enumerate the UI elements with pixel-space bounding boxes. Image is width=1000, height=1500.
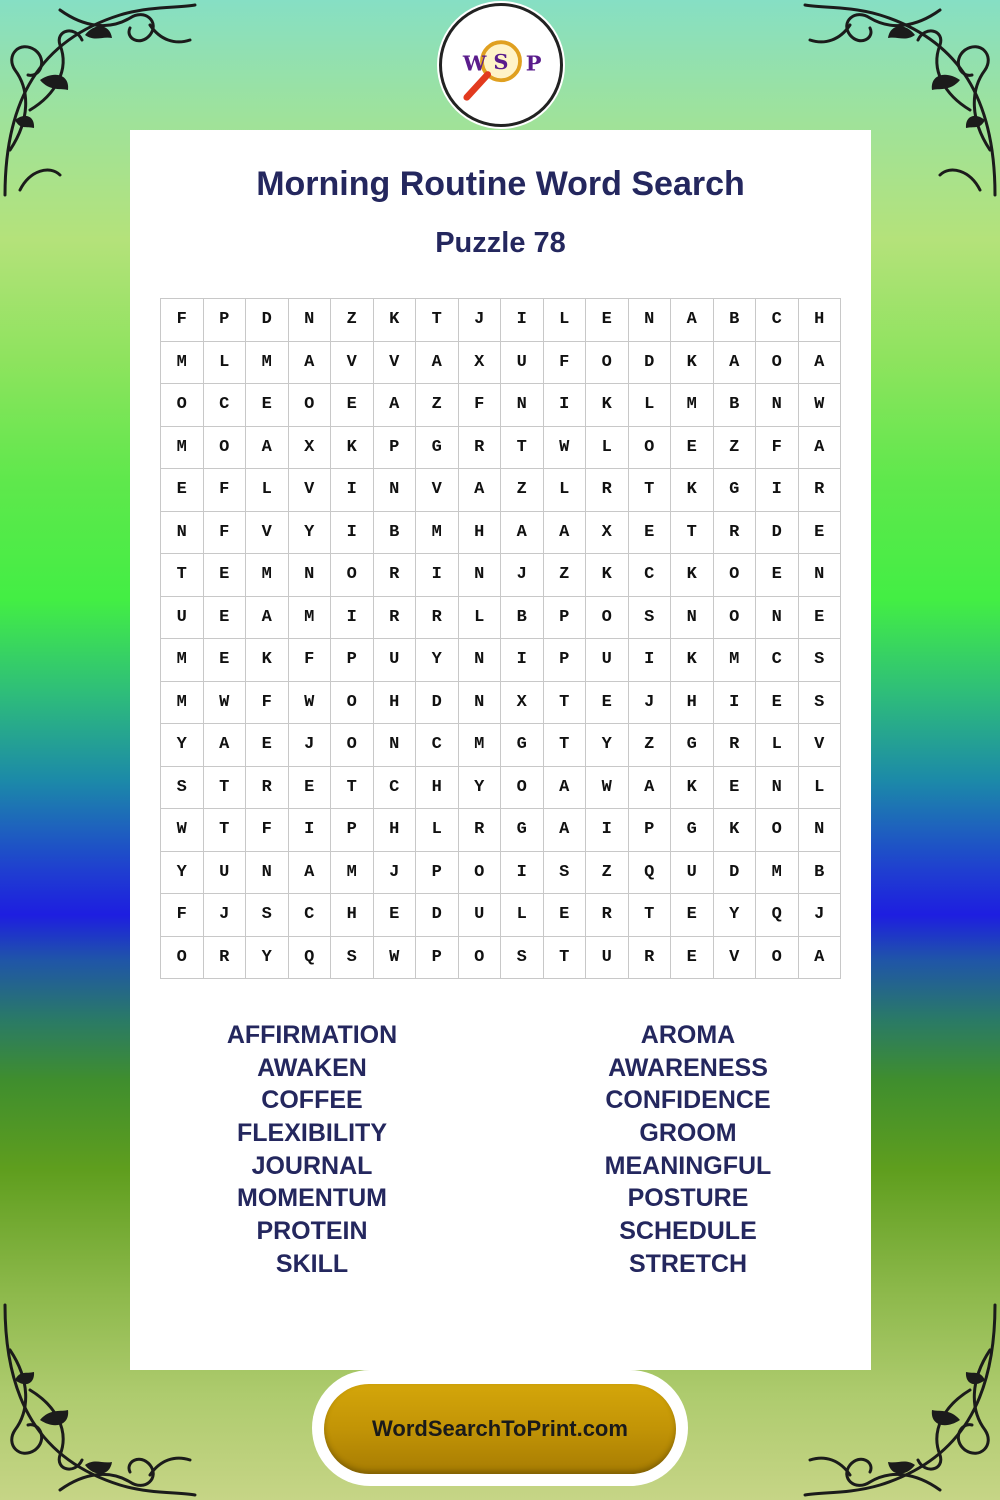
grid-cell[interactable]: A xyxy=(289,342,332,385)
grid-cell[interactable]: C xyxy=(289,894,332,937)
grid-cell[interactable]: T xyxy=(161,554,204,597)
grid-cell[interactable]: A xyxy=(714,342,757,385)
grid-cell[interactable]: S xyxy=(501,937,544,980)
word-list-item: AFFIRMATION xyxy=(226,1021,398,1049)
grid-cell[interactable]: O xyxy=(629,427,672,470)
grid-cell[interactable]: G xyxy=(671,809,714,852)
grid-cell[interactable]: J xyxy=(799,894,842,937)
grid-cell[interactable]: G xyxy=(671,724,714,767)
grid-cell[interactable]: W xyxy=(544,427,587,470)
grid-cell[interactable]: O xyxy=(756,937,799,980)
grid-cell[interactable]: Q xyxy=(756,894,799,937)
grid-cell[interactable]: E xyxy=(629,512,672,555)
grid-cell[interactable]: N xyxy=(799,554,842,597)
grid-cell[interactable]: W xyxy=(374,937,417,980)
grid-cell[interactable]: Y xyxy=(161,852,204,895)
page-title: Morning Routine Word Search xyxy=(256,165,745,203)
grid-cell[interactable]: C xyxy=(629,554,672,597)
word-list-item: MEANINGFUL xyxy=(604,1151,772,1180)
logo-letter-p: P xyxy=(525,50,542,76)
grid-cell[interactable]: Y xyxy=(246,937,289,980)
grid-cell[interactable]: V xyxy=(246,512,289,555)
grid-cell[interactable]: I xyxy=(544,384,587,427)
logo-letter-s: S xyxy=(493,48,509,74)
grid-cell[interactable]: C xyxy=(204,384,247,427)
word-list-item: PROTEIN xyxy=(256,1217,368,1246)
grid-cell[interactable]: K xyxy=(246,639,289,682)
grid-cell[interactable]: N xyxy=(246,852,289,895)
grid-cell[interactable]: O xyxy=(161,384,204,427)
grid-cell[interactable]: O xyxy=(161,937,204,980)
grid-cell[interactable]: M xyxy=(161,427,204,470)
grid-cell[interactable]: K xyxy=(671,469,714,512)
grid-cell[interactable]: H xyxy=(374,682,417,725)
grid-cell[interactable]: Z xyxy=(416,384,459,427)
grid-cell[interactable]: P xyxy=(544,639,587,682)
grid-cell[interactable]: C xyxy=(374,767,417,810)
grid-cell[interactable]: E xyxy=(331,384,374,427)
grid-cell[interactable]: V xyxy=(799,724,842,767)
grid-cell[interactable]: Y xyxy=(586,724,629,767)
grid-cell[interactable]: C xyxy=(756,639,799,682)
grid-cell[interactable]: F xyxy=(544,342,587,385)
website-button[interactable] xyxy=(324,1384,676,1474)
grid-cell[interactable]: A xyxy=(799,427,842,470)
grid-cell[interactable]: P xyxy=(374,427,417,470)
grid-cell[interactable]: S xyxy=(544,852,587,895)
grid-cell[interactable]: L xyxy=(246,469,289,512)
grid-cell[interactable]: A xyxy=(501,512,544,555)
grid-cell[interactable]: R xyxy=(586,469,629,512)
grid-cell[interactable]: A xyxy=(459,469,502,512)
grid-cell[interactable]: X xyxy=(459,342,502,385)
grid-cell[interactable]: D xyxy=(756,512,799,555)
word-list-item: AWAKEN xyxy=(257,1053,367,1082)
grid-cell[interactable]: E xyxy=(756,682,799,725)
grid-cell[interactable]: E xyxy=(586,299,629,342)
grid-cell[interactable]: N xyxy=(671,597,714,640)
grid-cell[interactable]: D xyxy=(416,682,459,725)
grid-cell[interactable]: M xyxy=(459,724,502,767)
grid-cell[interactable]: R xyxy=(714,512,757,555)
grid-cell[interactable]: I xyxy=(331,512,374,555)
grid-cell[interactable]: D xyxy=(629,342,672,385)
grid-cell[interactable]: L xyxy=(501,894,544,937)
grid-cell[interactable]: M xyxy=(331,852,374,895)
grid-cell[interactable]: P xyxy=(416,937,459,980)
grid-cell[interactable]: R xyxy=(459,809,502,852)
grid-cell[interactable]: N xyxy=(756,384,799,427)
grid-cell[interactable]: V xyxy=(714,937,757,980)
grid-cell[interactable]: U xyxy=(501,342,544,385)
grid-cell[interactable]: O xyxy=(756,809,799,852)
grid-cell[interactable]: N xyxy=(756,597,799,640)
grid-cell[interactable]: R xyxy=(799,469,842,512)
grid-cell[interactable]: E xyxy=(204,554,247,597)
word-list-left xyxy=(162,1019,462,1281)
grid-cell[interactable]: L xyxy=(586,427,629,470)
website-label: WordSearchToPrint.com xyxy=(372,1416,628,1441)
grid-cell[interactable]: P xyxy=(204,299,247,342)
grid-cell[interactable]: T xyxy=(331,767,374,810)
word-list-item: GROOM xyxy=(639,1119,737,1148)
grid-cell[interactable]: K xyxy=(671,342,714,385)
grid-cell[interactable]: I xyxy=(586,809,629,852)
grid-cell[interactable]: H xyxy=(671,682,714,725)
grid-cell[interactable]: W xyxy=(204,682,247,725)
grid-cell[interactable]: K xyxy=(586,554,629,597)
grid-cell[interactable]: P xyxy=(629,809,672,852)
grid-cell[interactable]: O xyxy=(501,767,544,810)
word-list-item: JOURNAL xyxy=(251,1151,373,1180)
grid-cell[interactable]: W xyxy=(586,767,629,810)
grid-cell[interactable]: A xyxy=(246,597,289,640)
grid-cell[interactable]: W xyxy=(289,682,332,725)
magnifier-logo-icon xyxy=(442,6,560,124)
word-list-item: MOMENTUM xyxy=(237,1184,387,1213)
grid-cell[interactable]: E xyxy=(246,724,289,767)
grid-cell[interactable]: J xyxy=(289,724,332,767)
grid-cell[interactable]: J xyxy=(501,554,544,597)
grid-cell[interactable]: L xyxy=(799,767,842,810)
grid-cell[interactable]: U xyxy=(204,852,247,895)
puzzle-card xyxy=(130,130,871,1370)
grid-cell[interactable]: Z xyxy=(501,469,544,512)
grid-cell[interactable]: I xyxy=(714,682,757,725)
grid-cell[interactable]: E xyxy=(374,894,417,937)
grid-cell[interactable]: T xyxy=(629,469,672,512)
grid-cell[interactable]: O xyxy=(331,554,374,597)
grid-cell[interactable]: L xyxy=(544,299,587,342)
grid-cell[interactable]: Z xyxy=(714,427,757,470)
grid-cell[interactable]: P xyxy=(416,852,459,895)
word-list-item: FLEXIBILITY xyxy=(237,1119,387,1148)
grid-cell[interactable]: X xyxy=(586,512,629,555)
grid-cell[interactable]: G xyxy=(714,469,757,512)
grid-cell[interactable]: I xyxy=(629,639,672,682)
grid-cell[interactable]: U xyxy=(459,894,502,937)
grid-cell[interactable]: V xyxy=(374,342,417,385)
grid-cell[interactable]: O xyxy=(331,724,374,767)
grid-cell[interactable]: O xyxy=(459,937,502,980)
grid-cell[interactable]: J xyxy=(204,894,247,937)
grid-cell[interactable]: E xyxy=(671,937,714,980)
grid-cell[interactable]: Y xyxy=(416,639,459,682)
wsp-logo[interactable] xyxy=(439,3,563,127)
grid-cell[interactable]: R xyxy=(714,724,757,767)
grid-cell[interactable]: N xyxy=(459,639,502,682)
grid-cell[interactable]: T xyxy=(629,894,672,937)
grid-cell[interactable]: M xyxy=(161,342,204,385)
grid-cell[interactable]: A xyxy=(289,852,332,895)
grid-cell[interactable]: T xyxy=(671,512,714,555)
grid-cell[interactable]: M xyxy=(416,512,459,555)
grid-cell[interactable]: R xyxy=(246,767,289,810)
grid-cell[interactable]: M xyxy=(246,554,289,597)
grid-cell[interactable]: N xyxy=(374,724,417,767)
grid-cell[interactable]: K xyxy=(671,554,714,597)
grid-cell[interactable]: F xyxy=(161,299,204,342)
grid-cell[interactable]: R xyxy=(204,937,247,980)
grid-cell[interactable]: E xyxy=(799,597,842,640)
grid-cell[interactable]: N xyxy=(289,299,332,342)
word-list-right xyxy=(538,1019,838,1281)
word-list-item: AROMA xyxy=(640,1021,736,1049)
grid-cell[interactable]: T xyxy=(204,809,247,852)
grid-cell[interactable]: U xyxy=(586,937,629,980)
grid-cell[interactable]: O xyxy=(756,342,799,385)
grid-cell[interactable]: A xyxy=(799,937,842,980)
grid-cell[interactable]: R xyxy=(374,597,417,640)
grid-cell[interactable]: I xyxy=(501,639,544,682)
grid-cell[interactable]: S xyxy=(161,767,204,810)
grid-cell[interactable]: Z xyxy=(629,724,672,767)
grid-cell[interactable]: U xyxy=(161,597,204,640)
grid-cell[interactable]: I xyxy=(331,469,374,512)
grid-cell[interactable]: T xyxy=(544,937,587,980)
grid-cell[interactable]: P xyxy=(331,809,374,852)
grid-cell[interactable]: N xyxy=(161,512,204,555)
grid-cell[interactable]: F xyxy=(246,809,289,852)
grid-cell[interactable]: T xyxy=(544,682,587,725)
grid-cell[interactable]: K xyxy=(374,299,417,342)
grid-cell[interactable]: H xyxy=(799,299,842,342)
grid-cell[interactable]: C xyxy=(756,299,799,342)
grid-cell[interactable]: O xyxy=(586,342,629,385)
grid-cell[interactable]: C xyxy=(416,724,459,767)
grid-cell[interactable]: O xyxy=(714,554,757,597)
grid-cell[interactable]: L xyxy=(416,809,459,852)
grid-cell[interactable]: Y xyxy=(459,767,502,810)
grid-cell[interactable]: Z xyxy=(544,554,587,597)
grid-cell[interactable]: A xyxy=(544,767,587,810)
grid-cell[interactable]: M xyxy=(161,639,204,682)
grid-cell[interactable]: D xyxy=(714,852,757,895)
grid-cell[interactable]: T xyxy=(204,767,247,810)
grid-cell[interactable]: G xyxy=(501,809,544,852)
grid-cell[interactable]: B xyxy=(374,512,417,555)
grid-cell[interactable]: Z xyxy=(331,299,374,342)
grid-cell[interactable]: E xyxy=(756,554,799,597)
grid-cell[interactable]: E xyxy=(204,639,247,682)
grid-cell[interactable]: V xyxy=(331,342,374,385)
grid-cell[interactable]: A xyxy=(799,342,842,385)
grid-cell[interactable]: T xyxy=(544,724,587,767)
grid-cell[interactable]: F xyxy=(289,639,332,682)
grid-cell[interactable]: A xyxy=(416,342,459,385)
word-list-item: COFFEE xyxy=(261,1086,363,1115)
grid-cell[interactable]: O xyxy=(331,682,374,725)
grid-cell[interactable]: U xyxy=(586,639,629,682)
word-list-item: AWARENESS xyxy=(608,1053,768,1082)
grid-cell[interactable]: X xyxy=(501,682,544,725)
grid-cell[interactable]: S xyxy=(629,597,672,640)
grid-cell[interactable]: Q xyxy=(289,937,332,980)
grid-cell[interactable]: P xyxy=(544,597,587,640)
grid-cell[interactable]: F xyxy=(246,682,289,725)
grid-cell[interactable]: R xyxy=(459,427,502,470)
grid-cell[interactable]: L xyxy=(629,384,672,427)
grid-cell[interactable]: M xyxy=(671,384,714,427)
grid-cell[interactable]: T xyxy=(501,427,544,470)
grid-cell[interactable]: B xyxy=(714,384,757,427)
grid-cell[interactable]: J xyxy=(629,682,672,725)
footer-badge xyxy=(312,1370,688,1486)
grid-cell[interactable]: A xyxy=(629,767,672,810)
grid-cell[interactable]: S xyxy=(799,639,842,682)
grid-cell[interactable]: R xyxy=(416,597,459,640)
grid-cell[interactable]: B xyxy=(714,299,757,342)
grid-cell[interactable]: H xyxy=(416,767,459,810)
grid-cell[interactable]: K xyxy=(671,639,714,682)
grid-cell[interactable]: E xyxy=(671,427,714,470)
grid-cell[interactable]: A xyxy=(374,384,417,427)
word-list-item: SCHEDULE xyxy=(619,1217,757,1246)
grid-cell[interactable]: S xyxy=(799,682,842,725)
grid-cell[interactable]: U xyxy=(671,852,714,895)
grid-cell[interactable]: B xyxy=(799,852,842,895)
grid-cell[interactable]: Y xyxy=(289,512,332,555)
word-list-item: SKILL xyxy=(275,1249,349,1278)
grid-cell[interactable]: E xyxy=(586,682,629,725)
grid-cell[interactable]: E xyxy=(544,894,587,937)
grid-cell[interactable]: V xyxy=(416,469,459,512)
grid-cell[interactable]: O xyxy=(289,384,332,427)
grid-cell[interactable]: O xyxy=(714,597,757,640)
grid-cell[interactable]: M xyxy=(246,342,289,385)
grid-cell[interactable]: F xyxy=(161,894,204,937)
grid-cell[interactable]: L xyxy=(756,724,799,767)
grid-cell[interactable]: F xyxy=(459,384,502,427)
grid-cell[interactable]: T xyxy=(416,299,459,342)
grid-cell[interactable]: N xyxy=(756,767,799,810)
grid-cell[interactable]: Z xyxy=(586,852,629,895)
grid-cell[interactable]: H xyxy=(331,894,374,937)
grid-cell[interactable]: A xyxy=(671,299,714,342)
letter-grid[interactable] xyxy=(160,298,841,979)
grid-cell[interactable]: N xyxy=(459,554,502,597)
grid-cell[interactable]: J xyxy=(374,852,417,895)
grid-cell[interactable]: E xyxy=(204,597,247,640)
grid-cell[interactable]: A xyxy=(246,427,289,470)
grid-cell[interactable]: G xyxy=(416,427,459,470)
grid-cell[interactable]: I xyxy=(331,597,374,640)
grid-cell[interactable]: L xyxy=(544,469,587,512)
grid-cell[interactable]: M xyxy=(161,682,204,725)
grid-cell[interactable]: I xyxy=(416,554,459,597)
grid-cell[interactable]: I xyxy=(289,809,332,852)
grid-cell[interactable]: H xyxy=(374,809,417,852)
grid-cell[interactable]: B xyxy=(501,597,544,640)
grid-cell[interactable]: R xyxy=(629,937,672,980)
grid-cell[interactable]: U xyxy=(374,639,417,682)
grid-cell[interactable]: N xyxy=(374,469,417,512)
grid-cell[interactable]: A xyxy=(544,809,587,852)
grid-cell[interactable]: E xyxy=(671,894,714,937)
grid-cell[interactable]: O xyxy=(459,852,502,895)
grid-cell[interactable]: O xyxy=(204,427,247,470)
puzzle-number: Puzzle 78 xyxy=(435,227,566,259)
grid-cell[interactable]: D xyxy=(416,894,459,937)
grid-cell[interactable]: K xyxy=(714,809,757,852)
grid-cell[interactable]: I xyxy=(756,469,799,512)
grid-cell[interactable]: A xyxy=(204,724,247,767)
grid-cell[interactable]: R xyxy=(586,894,629,937)
word-list-item: POSTURE xyxy=(627,1184,749,1213)
grid-cell[interactable]: L xyxy=(459,597,502,640)
grid-cell[interactable]: S xyxy=(331,937,374,980)
grid-cell[interactable]: N xyxy=(459,682,502,725)
grid-cell[interactable]: Y xyxy=(161,724,204,767)
grid-cell[interactable]: N xyxy=(799,809,842,852)
grid-cell[interactable]: G xyxy=(501,724,544,767)
grid-cell[interactable]: F xyxy=(204,469,247,512)
grid-cell[interactable]: E xyxy=(246,384,289,427)
grid-cell[interactable]: E xyxy=(289,767,332,810)
grid-cell[interactable]: O xyxy=(586,597,629,640)
grid-cell[interactable]: Y xyxy=(714,894,757,937)
word-list-item: CONFIDENCE xyxy=(605,1086,771,1115)
grid-cell[interactable]: M xyxy=(714,639,757,682)
word-list-item: STRETCH xyxy=(628,1249,748,1278)
grid-cell[interactable]: P xyxy=(331,639,374,682)
grid-cell[interactable]: N xyxy=(289,554,332,597)
grid-cell[interactable]: W xyxy=(161,809,204,852)
grid-cell[interactable]: J xyxy=(459,299,502,342)
grid-cell[interactable]: K xyxy=(671,767,714,810)
logo-letter-w: W xyxy=(462,50,487,76)
grid-cell[interactable]: N xyxy=(629,299,672,342)
grid-cell[interactable]: N xyxy=(501,384,544,427)
grid-cell[interactable]: D xyxy=(246,299,289,342)
grid-cell[interactable]: K xyxy=(586,384,629,427)
grid-cell[interactable]: M xyxy=(756,852,799,895)
grid-cell[interactable]: F xyxy=(756,427,799,470)
grid-cell[interactable]: I xyxy=(501,299,544,342)
grid-cell[interactable]: Q xyxy=(629,852,672,895)
grid-cell[interactable]: E xyxy=(799,512,842,555)
grid-cell[interactable]: E xyxy=(714,767,757,810)
grid-cell[interactable]: R xyxy=(374,554,417,597)
grid-cell[interactable]: W xyxy=(799,384,842,427)
grid-cell[interactable]: K xyxy=(331,427,374,470)
grid-cell[interactable]: E xyxy=(161,469,204,512)
grid-cell[interactable]: V xyxy=(289,469,332,512)
grid-cell[interactable]: S xyxy=(246,894,289,937)
grid-cell[interactable]: F xyxy=(204,512,247,555)
grid-cell[interactable]: M xyxy=(289,597,332,640)
grid-cell[interactable]: L xyxy=(204,342,247,385)
grid-cell[interactable]: A xyxy=(544,512,587,555)
grid-cell[interactable]: X xyxy=(289,427,332,470)
grid-cell[interactable]: H xyxy=(459,512,502,555)
grid-cell[interactable]: I xyxy=(501,852,544,895)
